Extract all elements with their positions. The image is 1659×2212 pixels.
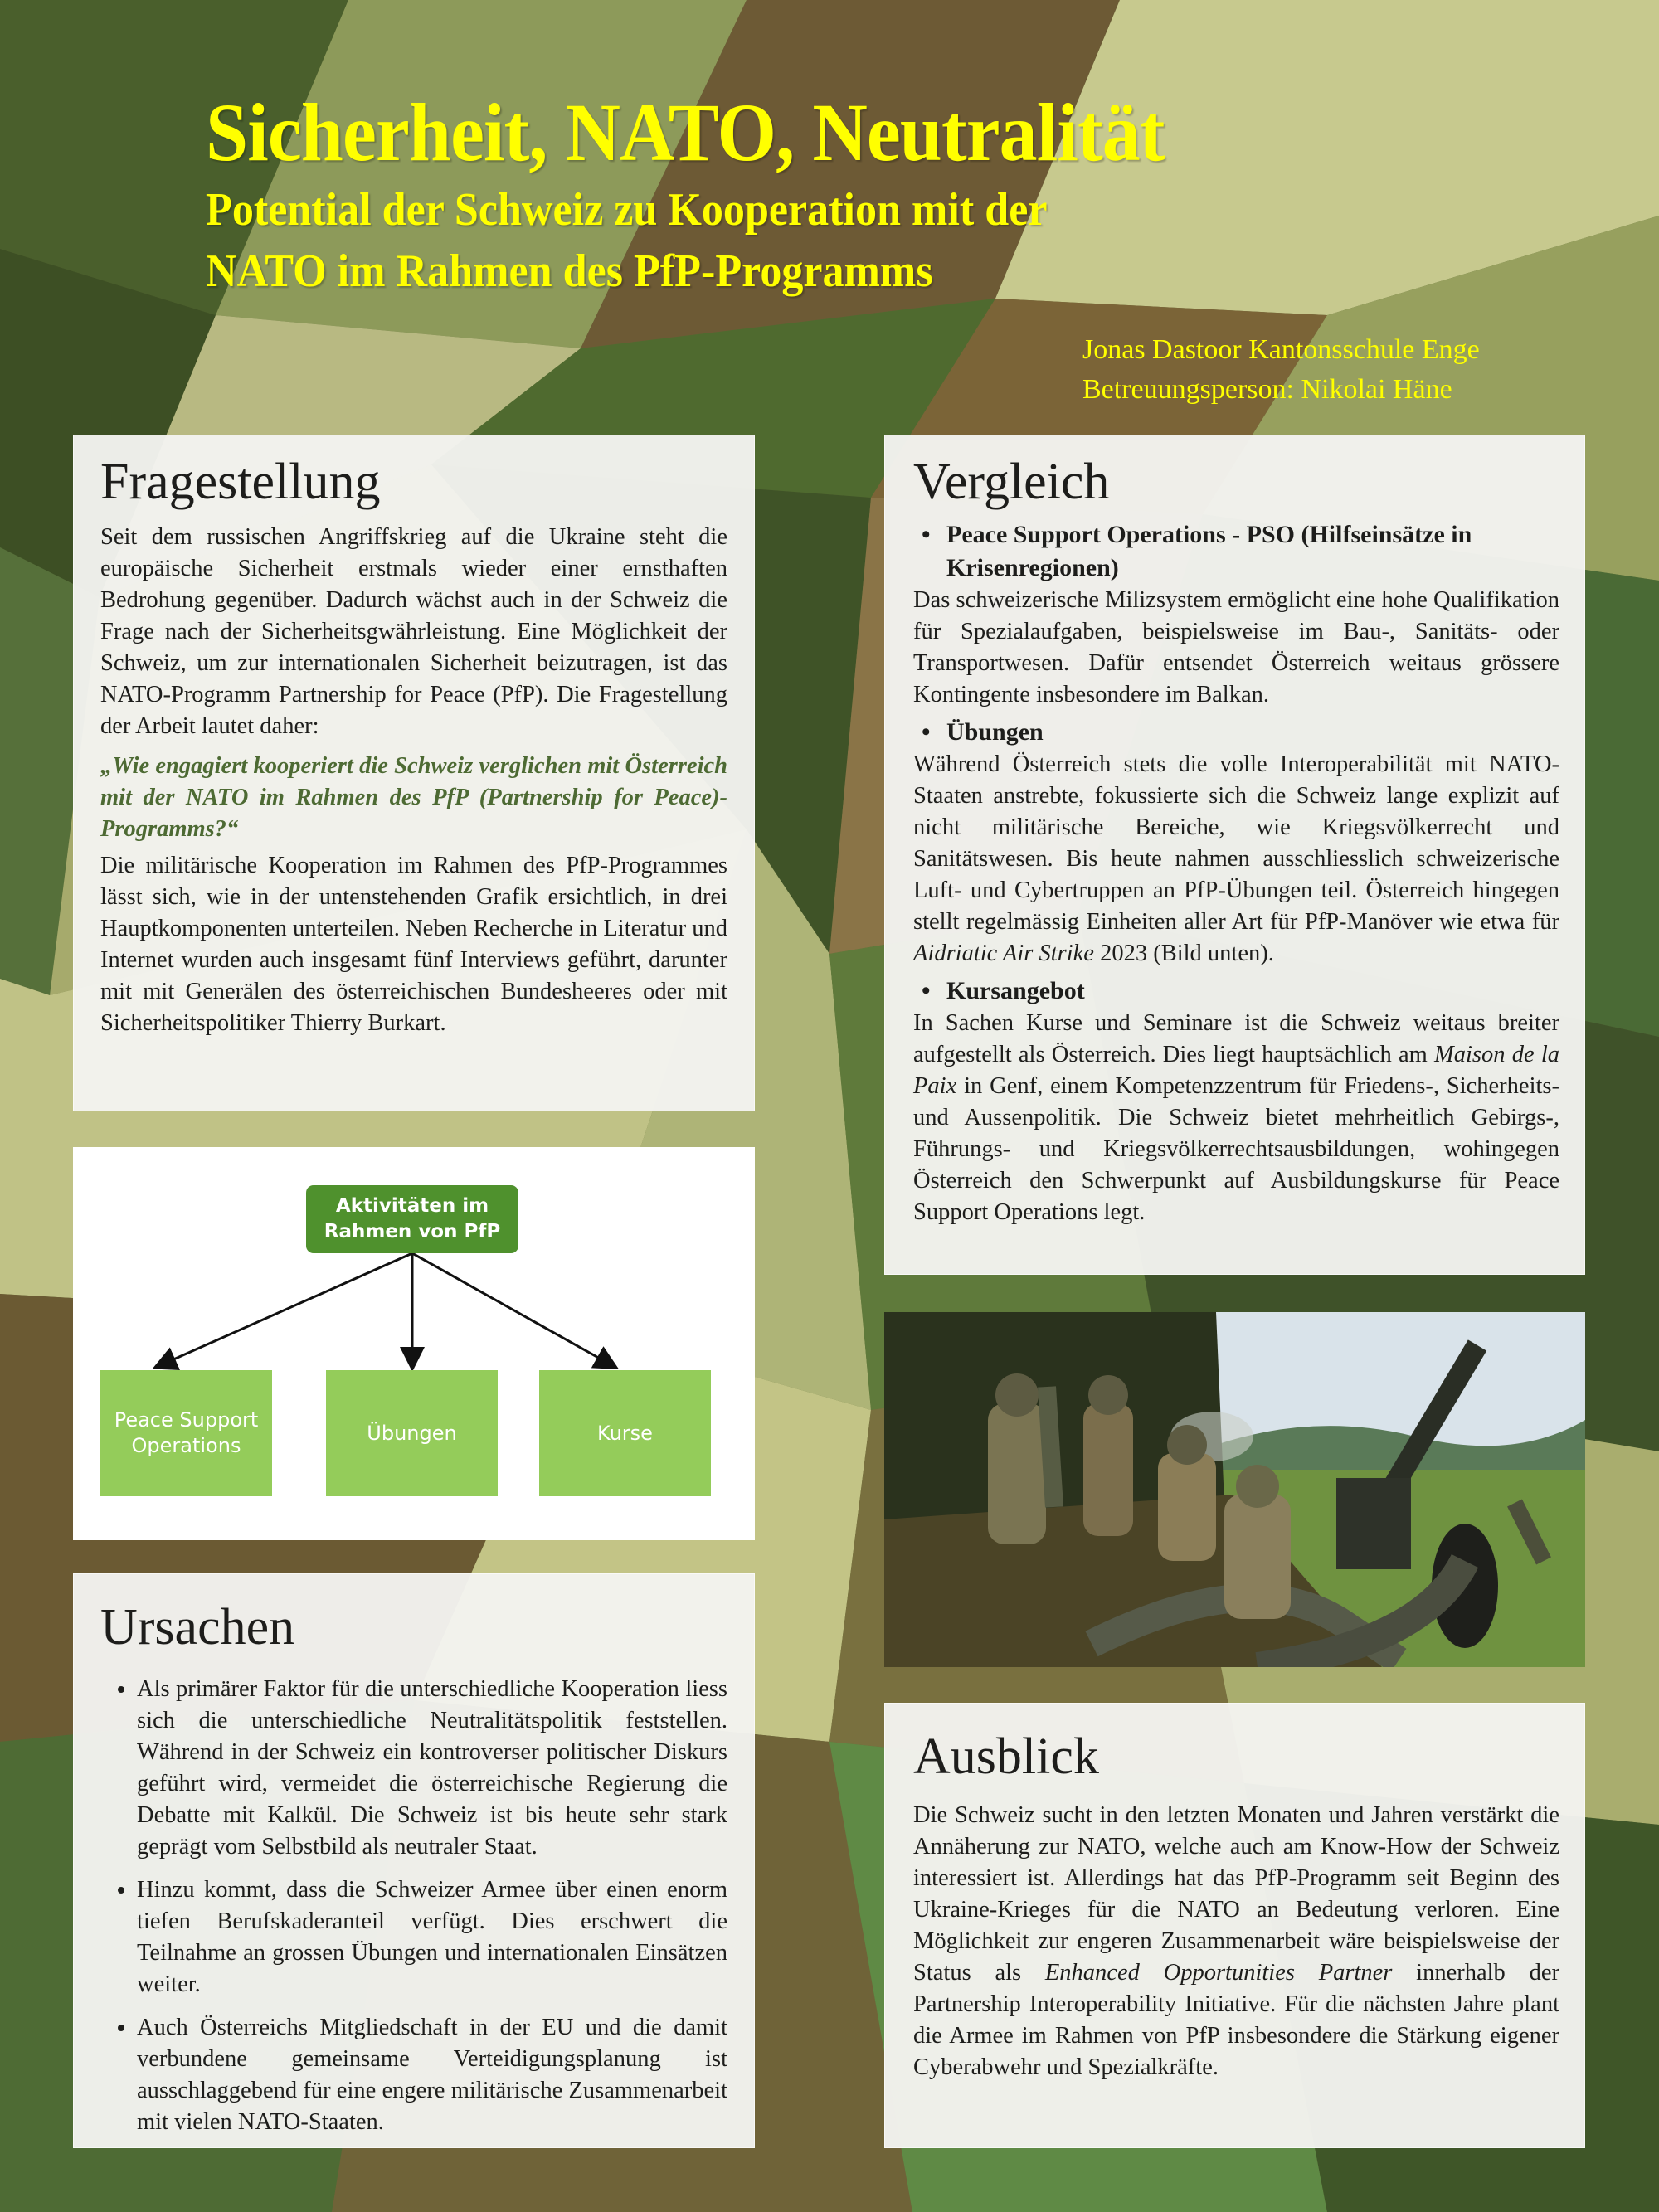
author: Jonas Dastoor Kantonsschule Enge [1082,334,1480,365]
photo-illustration [884,1312,1585,1667]
heading-vergleich: Vergleich [913,454,1110,510]
vergleich-text-uebungen: Während Österreich stets die volle Interoperabilität mit NATO-Staaten anstrebte, fokussierte sich die Schweiz lange explizit auf nicht militärische Bereiche, wie Kriegsvölkerrecht und Sanitätswesen. Bis heute nahmen ausschliesslich schweizerische Luft- und Cybertruppen an PfP-Übungen teil. Österreich hingegen stellt regelmässig Einheiten aller Art für PfP-Manöver wie etwa für Aidriatic Air Strike 2023 (Bild unten). [913,751,1559,967]
research-question: „Wie engagiert kooperiert die Schweiz verglichen mit Österreich mit der NATO im Rahmen des PfP (Partnership for Peace)-Programms?“ [100,753,727,843]
poster-title: Sicherheit, NATO, Neutralität [206,86,1165,178]
vergleich-text-pso: Das schweizerische Milizsystem ermöglicht eine hohe Qualifikation für Spezialaufgaben, beispielsweise im Bau-, Sanitäts- oder Transportwesen. Dafür entsendet Österreich weitaus grössere Kontingente insbesondere im Balkan. [913,587,1559,708]
vergleich-section-title-kurse: • Kursangebot [913,975,1559,1008]
diagram-node-kurse: Kurse [539,1370,711,1496]
ursachen-item: • Auch Österreichs Mitgliedschaft in der EU und die damit verbundene gemeinsame Verteidigungsplanung ist ausschlaggebend für eine engere militärische Zusammenarbeit mit vielen NATO-Staaten. [137,2012,727,2138]
ursachen-item: • Als primärer Faktor für die unterschiedliche Kooperation liess sich die unterschiedliche Neutralitätspolitik feststellen. Während in der Schweiz ein kontroverser politischer Diskurs geführt wird, vermeidet die österreichische Regierung die Debatte mit Kalkül. Die Schweiz ist bis heute sehr stark geprägt vom Selbstbild als neutraler Staat. [137,1674,727,1863]
ausblick-text: Die Schweiz sucht in den letzten Monaten und Jahren verstärkt die Annäherung zur NATO, welche auch am Know-How der Schweiz interessiert ist. Allerdings hat das PfP-Programm seit Beginn des Ukraine-Krieges für die NATO an Bedeutung verloren. Eine Möglichkeit zur engeren Zusammenarbeit wäre beispielsweise der Status als Enhanced Opportunities Partner innerhalb der Partnership Interoperability Initiative. Für die nächsten Jahre plant die Armee im Rahmen von PfP insbesondere die Stärkung eigener Cyberabwehr und Spezialkräfte. [913,1802,1559,2081]
heading-ausblick: Ausblick [913,1728,1099,1785]
vergleich-section-title-uebungen: • Übungen [913,716,1559,749]
arrow-to-pso [157,1253,412,1367]
fragestellung-intro: Seit dem russischen Angriffskrieg auf die Ukraine steht die europäische Sicherheit erstmals wieder einer ernsthaften Bedrohung gegenüber. Dadurch wächst auch in der Schweiz die Frage nach der Sicherheitsgwährleistung. Eine Möglichkeit der Schweiz, um zur internationalen Sicherheit beizutragen, ist das NATO-Programm Partnership for Peace (PfP). Die Fragestellung der Arbeit lautet daher: [100,524,727,740]
diagram-node-pso: Peace Support Operations [100,1370,272,1496]
ursachen-item: • Hinzu kommt, dass die Schweizer Armee über einen enorm tiefen Berufskaderanteil verfügt. Dies erschwert die Teilnahme an grossen Übungen und internationalen Einsätzen weiter. [137,1874,727,2001]
title-block [206,86,1248,302]
panel-fragestellung [73,435,755,1111]
panel-vergleich [884,435,1585,1275]
diagram-node-uebungen: Übungen [326,1370,498,1496]
supervisor: Betreuungsperson: Nikolai Häne [1082,374,1452,405]
heading-fragestellung: Fragestellung [100,454,381,510]
vergleich-section-title-pso: • Peace Support Operations - PSO (Hilfseinsätze in Krisenregionen) [913,518,1559,585]
bullet-icon: • [922,521,931,549]
heading-ursachen: Ursachen [100,1599,295,1655]
vergleich-text-kurse: In Sachen Kurse und Seminare ist die Schweiz weitaus breiter aufgestellt als Österreich. Dies liegt hauptsächlich am Maison de la Paix in Genf, einem Kompetenzzentrum für Friedens-, Sicherheits- und Aussenpolitik. Die Schweiz bietet mehrheitlich Gebirgs-, Führungs- und Kriegsvölkerrechtsausbildungen, wohingegen Österreich den Schwerpunkt auf Ausbildungskurse für Peace Support Operations legt. [913,1010,1559,1226]
poster-subtitle-line1: Potential der Schweiz zu Kooperation mit der [206,184,1048,236]
photo-howitzer-exercise [884,1312,1585,1667]
arrow-to-kurse [412,1253,615,1367]
author-block [1082,330,1480,410]
fragestellung-body: Die militärische Kooperation im Rahmen des PfP-Programmes lässt sich, wie in der untenstehenden Grafik ersichtlich, in drei Hauptkomponenten unterteilen. Neben Recherche in Literatur und Internet wurden auch insgesamt fünf Interviews geführt, darunter mit mit Generälen des österreichischen Bundesheeres oder mit Sicherheitspolitiker Thierry Burkart. [100,853,727,1037]
bullet-icon: • [922,977,931,1005]
poster-subtitle-line2: NATO im Rahmen des PfP-Programms [206,246,933,297]
diagram-root-node: Aktivitäten im Rahmen von PfP [306,1185,518,1253]
panel-diagram [73,1147,755,1540]
panel-ursachen [73,1573,755,2148]
panel-ausblick [884,1703,1585,2148]
bullet-icon: • [922,718,931,746]
ursachen-list [100,1674,727,2138]
